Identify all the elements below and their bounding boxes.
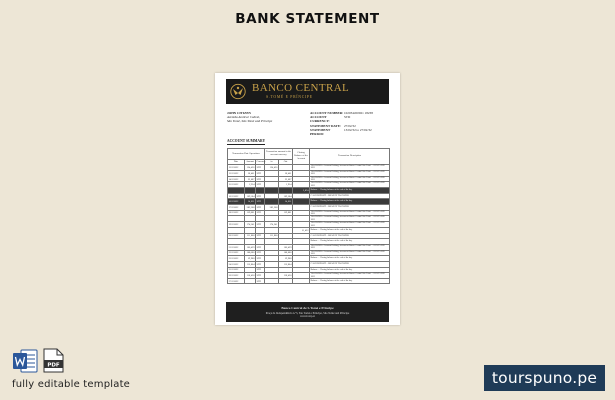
cell-amount: 59,988 bbox=[245, 256, 256, 262]
cell-date: 22/2/2032 bbox=[228, 250, 245, 256]
cell-amount: 22,087 bbox=[245, 176, 256, 182]
cell-description: TRANSFER • Account Holding Account at Banco Central São Tomé – CONTA LIB 1001 bbox=[310, 273, 390, 279]
table-row bbox=[228, 278, 390, 284]
cell-amount: 166,429 bbox=[245, 244, 256, 250]
info-row bbox=[310, 128, 392, 136]
col-subheader: in bbox=[265, 160, 279, 165]
cell-out: 169,584 bbox=[279, 193, 293, 199]
cell-amount: 116,804 bbox=[245, 261, 256, 267]
cell-currency: STD bbox=[256, 210, 265, 216]
info-label: ACCOUNT CURRENCY: bbox=[310, 115, 330, 124]
cell-date: 24/2/2032 bbox=[228, 261, 245, 267]
cell-currency: STD bbox=[256, 233, 265, 239]
cell-description: Balance – Closing balance at the end of the day bbox=[310, 239, 390, 245]
bank-tagline: S.TOMÉ E PRÍNCIPE bbox=[266, 95, 313, 99]
info-value: 27/02/32 bbox=[344, 123, 356, 128]
cell-amount: 118,430 bbox=[245, 273, 256, 279]
cell-description: Balance – Closing balance at the end of the day bbox=[310, 228, 390, 234]
info-label: STATEMENT PERIOD: bbox=[310, 127, 331, 137]
info-label: ACCOUNT NUMBER: bbox=[310, 111, 344, 115]
cell-date: 18/2/2032 bbox=[228, 210, 245, 216]
cell-description: Balance – Closing balance at the end of the day bbox=[310, 188, 390, 194]
cell-amount: 1,954 bbox=[245, 182, 256, 188]
cell-date: 14/2/2032 bbox=[228, 176, 245, 182]
cell-in: 174,341 bbox=[265, 222, 279, 228]
cell-currency: STD bbox=[256, 193, 265, 199]
cell-out: 159,881 bbox=[279, 210, 293, 216]
cell-amount: 169,584 bbox=[245, 193, 256, 199]
cell-amount bbox=[245, 278, 256, 284]
holder-name: JOHN CITIZEN bbox=[227, 111, 251, 115]
col-subheader: Out bbox=[279, 160, 293, 165]
info-label: STATEMENT DATE: bbox=[310, 123, 341, 128]
pdf-label: PDF bbox=[47, 362, 60, 369]
info-value: 102034450021 18238 bbox=[344, 111, 373, 115]
cell-currency: STD bbox=[256, 244, 265, 250]
col-header-description: Transaction Description bbox=[310, 149, 390, 165]
cell-date: 20/2/2032 bbox=[228, 233, 245, 239]
cell-out: 14,651 bbox=[279, 199, 293, 205]
footer-website: www.bcstp.st bbox=[299, 315, 316, 319]
cell-description: TRANSFER • Account Holding Account at Banco Central São Tomé – CONTA LIB 1001 bbox=[310, 176, 390, 182]
cell-date: 16/2/2032 bbox=[228, 193, 245, 199]
statement-footer bbox=[226, 302, 389, 322]
col-subheader: Date bbox=[228, 160, 245, 165]
cell-amount: 108,080 bbox=[245, 250, 256, 256]
cell-out: 22,087 bbox=[279, 176, 293, 182]
cell-description: TRANSFER • Account Holding Account at Banco Central São Tomé – CONTA LIB 1001 bbox=[310, 216, 390, 222]
cell-date: 19/2/2032 bbox=[228, 222, 245, 228]
cell-date: 16/2/2032 bbox=[228, 199, 245, 205]
info-value: 13/02/32 to 27/02/32 bbox=[344, 127, 372, 132]
transactions-body bbox=[228, 165, 390, 284]
holder-address-line: Avenida Amílcar Cabral, bbox=[227, 115, 260, 120]
cell-in: 383,208 bbox=[265, 204, 279, 210]
cell-balance: 3,874 bbox=[293, 188, 310, 194]
cell-description: CASH DEPOSIT – BRANCH TRANSFER bbox=[310, 193, 390, 199]
word-icon bbox=[12, 349, 38, 373]
cell-date: 23/2/2032 bbox=[228, 256, 245, 262]
page-title: BANK STATEMENT bbox=[235, 11, 380, 27]
statement-preview[interactable] bbox=[215, 73, 400, 325]
cell-currency: STD bbox=[256, 204, 265, 210]
cell-currency: STD bbox=[256, 170, 265, 176]
cell-date: 13/2/2032 bbox=[228, 165, 245, 171]
cell-date: 27/2/2032 bbox=[228, 278, 245, 284]
cell-description: CASH DEPOSIT – BRANCH TRANSFER bbox=[310, 204, 390, 210]
cell-description: TRANSFER • Account Holding Account at Banco Central São Tomé – CONTA LIB 1001 bbox=[310, 165, 390, 171]
cell-currency: STD bbox=[256, 222, 265, 228]
bank-name: BANCO CENTRAL bbox=[252, 82, 350, 94]
cell-description: TRANSFER • Account Holding Account at Banco Central São Tomé – CONTA LIB 1001 bbox=[310, 222, 390, 228]
account-holder-block bbox=[227, 111, 305, 124]
cell-amount: 174,341 bbox=[245, 222, 256, 228]
cell-currency: STD bbox=[256, 182, 265, 188]
cell-description: CASH DEPOSIT – BRANCH TRANSFER bbox=[310, 261, 390, 267]
cell-currency: STD bbox=[256, 256, 265, 262]
cell-description: Balance – Closing balance at the end of the day bbox=[310, 267, 390, 273]
cell-in: 111,800 bbox=[265, 233, 279, 239]
cell-currency: STD bbox=[256, 199, 265, 205]
cell-out: 58,401 bbox=[279, 170, 293, 176]
cell-currency: STD bbox=[256, 261, 265, 267]
footer-address: Praça da Independência n.º3, São Tomé e Príncipe, São Tomé and Príncipe bbox=[265, 311, 350, 315]
cell-amount: 383,208 bbox=[245, 204, 256, 210]
cell-currency: STD bbox=[256, 278, 265, 284]
col-header-balance: Closing Balance of the Account bbox=[293, 149, 310, 165]
transactions-table bbox=[227, 148, 390, 284]
col-subheader: Currency bbox=[256, 159, 266, 163]
cell-currency: STD bbox=[256, 176, 265, 182]
cell-description: TRANSFER • Account Holding Account at Banco Central São Tomé – CONTA LIB 1001 bbox=[310, 182, 390, 188]
pdf-icon bbox=[43, 348, 64, 373]
cell-in: 134,426 bbox=[265, 165, 279, 171]
cell-out: 118,430 bbox=[279, 273, 293, 279]
cell-out: 116,804 bbox=[279, 261, 293, 267]
cell-currency: STD bbox=[256, 273, 265, 279]
cell-out bbox=[279, 278, 293, 284]
cell-description: Balance – Closing balance at the end of the day bbox=[310, 256, 390, 262]
cell-out: 1,954 bbox=[279, 182, 293, 188]
cell-description: TRANSFER • Account Holding Account at Banco Central São Tomé – CONTA LIB 1001 bbox=[310, 250, 390, 256]
cell-description: CASH DEPOSIT – BRANCH TRANSFER bbox=[310, 233, 390, 239]
cell-description: Balance – Closing balance at the end of the day bbox=[310, 199, 390, 205]
info-value: STD bbox=[344, 115, 351, 120]
cell-date: 13/2/2032 bbox=[228, 170, 245, 176]
cell-description: TRANSFER • Account Holding Account at Banco Central São Tomé – CONTA LIB 1001 bbox=[310, 244, 390, 250]
holder-address-line: São Tomé, São Tomé and Príncipe bbox=[227, 119, 273, 124]
account-info-block bbox=[310, 111, 392, 136]
cell-amount: 58,401 bbox=[245, 170, 256, 176]
cell-amount: 14,651 bbox=[245, 199, 256, 205]
cell-description: Balance – Closing balance at the end of the day bbox=[310, 278, 390, 284]
footer-bank-name: Banco Central de S.Tomé e Príncipe bbox=[281, 306, 334, 310]
cell-description: TRANSFER • Account Holding Account at Banco Central São Tomé – CONTA LIB 1001 bbox=[310, 170, 390, 176]
cell-balance: 51,422 bbox=[293, 228, 310, 234]
cell-amount: 134,426 bbox=[245, 165, 256, 171]
cell-date: 17/2/2032 bbox=[228, 204, 245, 210]
cell-amount: 159,881 bbox=[245, 210, 256, 216]
cell-balance bbox=[293, 278, 310, 284]
brand-badge[interactable]: tourspuno.pe bbox=[484, 365, 605, 391]
cell-currency: STD bbox=[256, 250, 265, 256]
cell-out: 166,429 bbox=[279, 244, 293, 250]
cell-currency: STD bbox=[256, 267, 265, 273]
account-summary-title: ACCOUNT SUMMARY bbox=[227, 139, 266, 143]
col-header-amount: Transaction amount in the account currency bbox=[265, 149, 293, 160]
cell-date: 21/2/2032 bbox=[228, 244, 245, 250]
col-header-transaction: Transaction Date Operations bbox=[228, 149, 265, 160]
bank-logo-icon bbox=[230, 83, 246, 100]
cell-date: 26/2/2032 bbox=[228, 273, 245, 279]
cell-in bbox=[265, 278, 279, 284]
bank-header-banner bbox=[226, 79, 389, 104]
col-subheader: Amount bbox=[246, 159, 254, 163]
cell-out: 108,080 bbox=[279, 250, 293, 256]
cell-amount: 111,800 bbox=[245, 233, 256, 239]
cell-date: 25/2/2032 bbox=[228, 267, 245, 273]
cell-date: 15/2/2032 bbox=[228, 182, 245, 188]
cell-description: TRANSFER • Account Holding Account at Banco Central São Tomé – CONTA LIB 1001 bbox=[310, 210, 390, 216]
info-row bbox=[310, 115, 392, 123]
cell-out: 59,988 bbox=[279, 256, 293, 262]
cell-currency: STD bbox=[256, 165, 265, 171]
editable-caption: fully editable template bbox=[12, 379, 131, 390]
